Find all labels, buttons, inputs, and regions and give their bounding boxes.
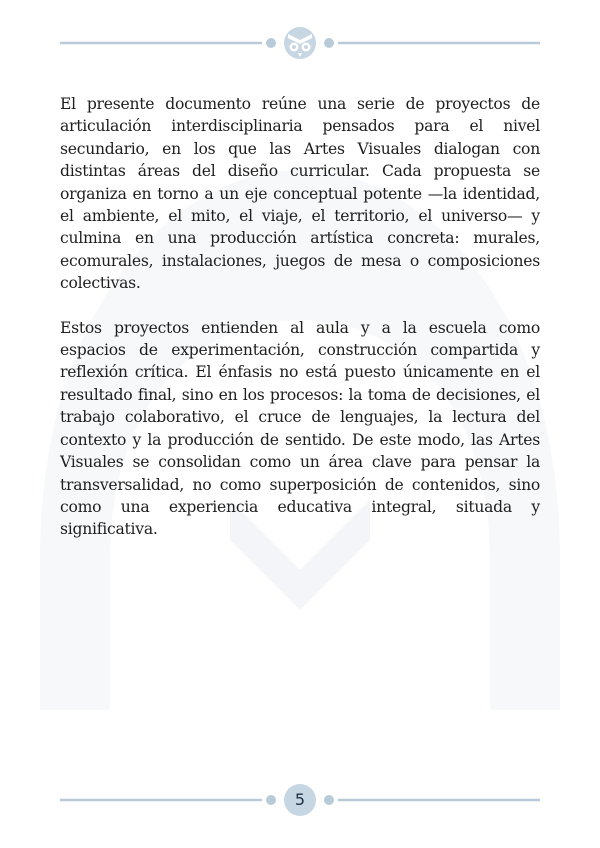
owl-emblem-icon xyxy=(284,27,316,59)
paragraph-1: El presente documento reúne una serie de proyectos de articulación interdisciplinaria pensados para el nivel secundario, en los que las Artes Visuales dialogan con distintas áreas del diseño curricular. Cada propuesta se organiza en torno a un eje conceptual potente —la identidad, el ambiente, el mito, el viaje, el territorio, el universo— y culmina en una producción artística concreta: murales, ecomurales, instalaciones, juegos de mesa o composiciones colectivas. xyxy=(60,95,540,293)
document-body xyxy=(60,93,540,563)
page-number: 5 xyxy=(294,790,306,809)
header-ornament xyxy=(0,23,600,63)
paragraph-2: Estos proyectos entienden al aula y a la escuela como espacios de experimentación, construcción compartida y reflexión crítica. El énfasis no está puesto únicamente en el resultado final, sino en los procesos: la toma de decisiones, el trabajo colaborativo, el cruce de lenguajes, la lectura del contexto y la producción de sentido. De este modo, las Artes Visuales se consolidan como un área clave para pensar la transversalidad, no como superposición de contenidos, sino como una experiencia educativa integral, situada y significativa. xyxy=(60,318,540,539)
